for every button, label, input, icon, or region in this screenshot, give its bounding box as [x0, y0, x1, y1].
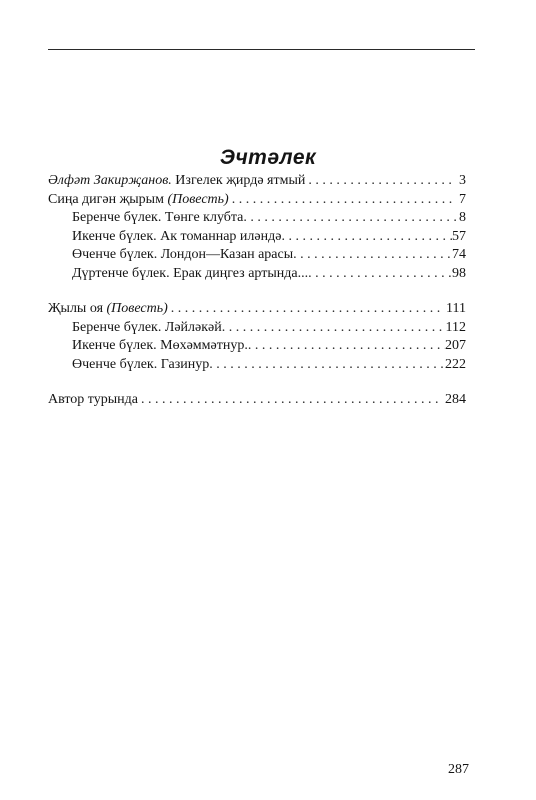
- toc-subentry[interactable]: [48, 228, 466, 247]
- toc-entry-work2-page: 111: [446, 301, 466, 316]
- toc-subentry-page: 222: [445, 356, 466, 372]
- toc-entry-intro-text: [48, 172, 305, 191]
- header-rule: [48, 49, 475, 50]
- dot-leader: [232, 191, 456, 210]
- toc-subentry-page: 112: [445, 319, 466, 335]
- dot-leader: [293, 246, 452, 265]
- toc-subentry-page: 8: [459, 210, 466, 225]
- dot-leader: [222, 319, 446, 338]
- dot-leader: [171, 300, 443, 319]
- toc-entry-intro-page: 3: [459, 173, 466, 188]
- toc-subentry-title: Өченче бүлек. Лондон—Казан арасы: [72, 247, 294, 262]
- dot-leader: [141, 391, 442, 410]
- toc-subentry-title: Беренче бүлек. Ләйләкәй: [72, 319, 222, 335]
- toc-subentry-title: Беренче бүлек. Төнге клубта: [72, 210, 244, 225]
- toc-subentry-page: 57: [452, 228, 466, 244]
- table-of-contents: [48, 172, 466, 410]
- dot-leader: [281, 228, 452, 247]
- dot-leader: [209, 356, 445, 375]
- toc-entry-work1[interactable]: [48, 191, 466, 210]
- toc-entry-work1-genre: (Повесть): [167, 191, 229, 207]
- toc-subentry-page: 98: [452, 265, 466, 281]
- toc-entry-about-page: 284: [445, 392, 466, 407]
- toc-entry-about[interactable]: [48, 391, 466, 410]
- dot-leader: [308, 265, 452, 284]
- toc-entry-work2[interactable]: [48, 300, 466, 319]
- toc-subentry[interactable]: [48, 209, 466, 228]
- toc-entry-work2-text: [48, 300, 168, 319]
- toc-subentry-page: 207: [445, 338, 466, 353]
- toc-subentry-title: Икенче бүлек. Мөхәммәтнур.: [72, 338, 248, 353]
- toc-entry-work1-title: Сиңа дигән җырым: [48, 191, 164, 207]
- dot-leader: [308, 172, 456, 191]
- toc-subentry[interactable]: [48, 356, 466, 375]
- toc-entry-about-title: Автор турында: [48, 392, 138, 407]
- toc-entry-work1-text: [48, 191, 229, 210]
- toc-entry-work2-genre: (Повесть): [106, 301, 168, 316]
- toc-entry-intro-author: Әлфәт Закирҗанов.: [48, 173, 172, 188]
- toc-entry-work2-title: Җылы оя: [48, 301, 104, 316]
- toc-subentry[interactable]: [48, 337, 466, 356]
- toc-subentry-title: Икенче бүлек. Ак томаннар иләндә: [72, 228, 282, 244]
- toc-entry-work1-page: 7: [459, 191, 466, 207]
- toc-subentry-page: 74: [452, 247, 466, 262]
- toc-subentry[interactable]: [48, 265, 466, 284]
- toc-subentry-title: Өченче бүлек. Газинур: [72, 356, 210, 372]
- page-title: Эчтәлек: [219, 146, 317, 169]
- toc-entry-intro-title: Изгелек җирдә ятмый: [175, 173, 306, 188]
- spacer: [48, 374, 466, 391]
- toc-subentry[interactable]: [48, 246, 466, 265]
- dot-leader: [248, 337, 445, 356]
- toc-subentry-title: Дүртенче бүлек. Ерак диңгез артында...: [72, 265, 309, 281]
- spacer: [48, 283, 466, 300]
- toc-entry-intro[interactable]: [48, 172, 466, 191]
- page-number: 287: [448, 762, 469, 777]
- toc-subentry[interactable]: [48, 319, 466, 338]
- dot-leader: [243, 209, 459, 228]
